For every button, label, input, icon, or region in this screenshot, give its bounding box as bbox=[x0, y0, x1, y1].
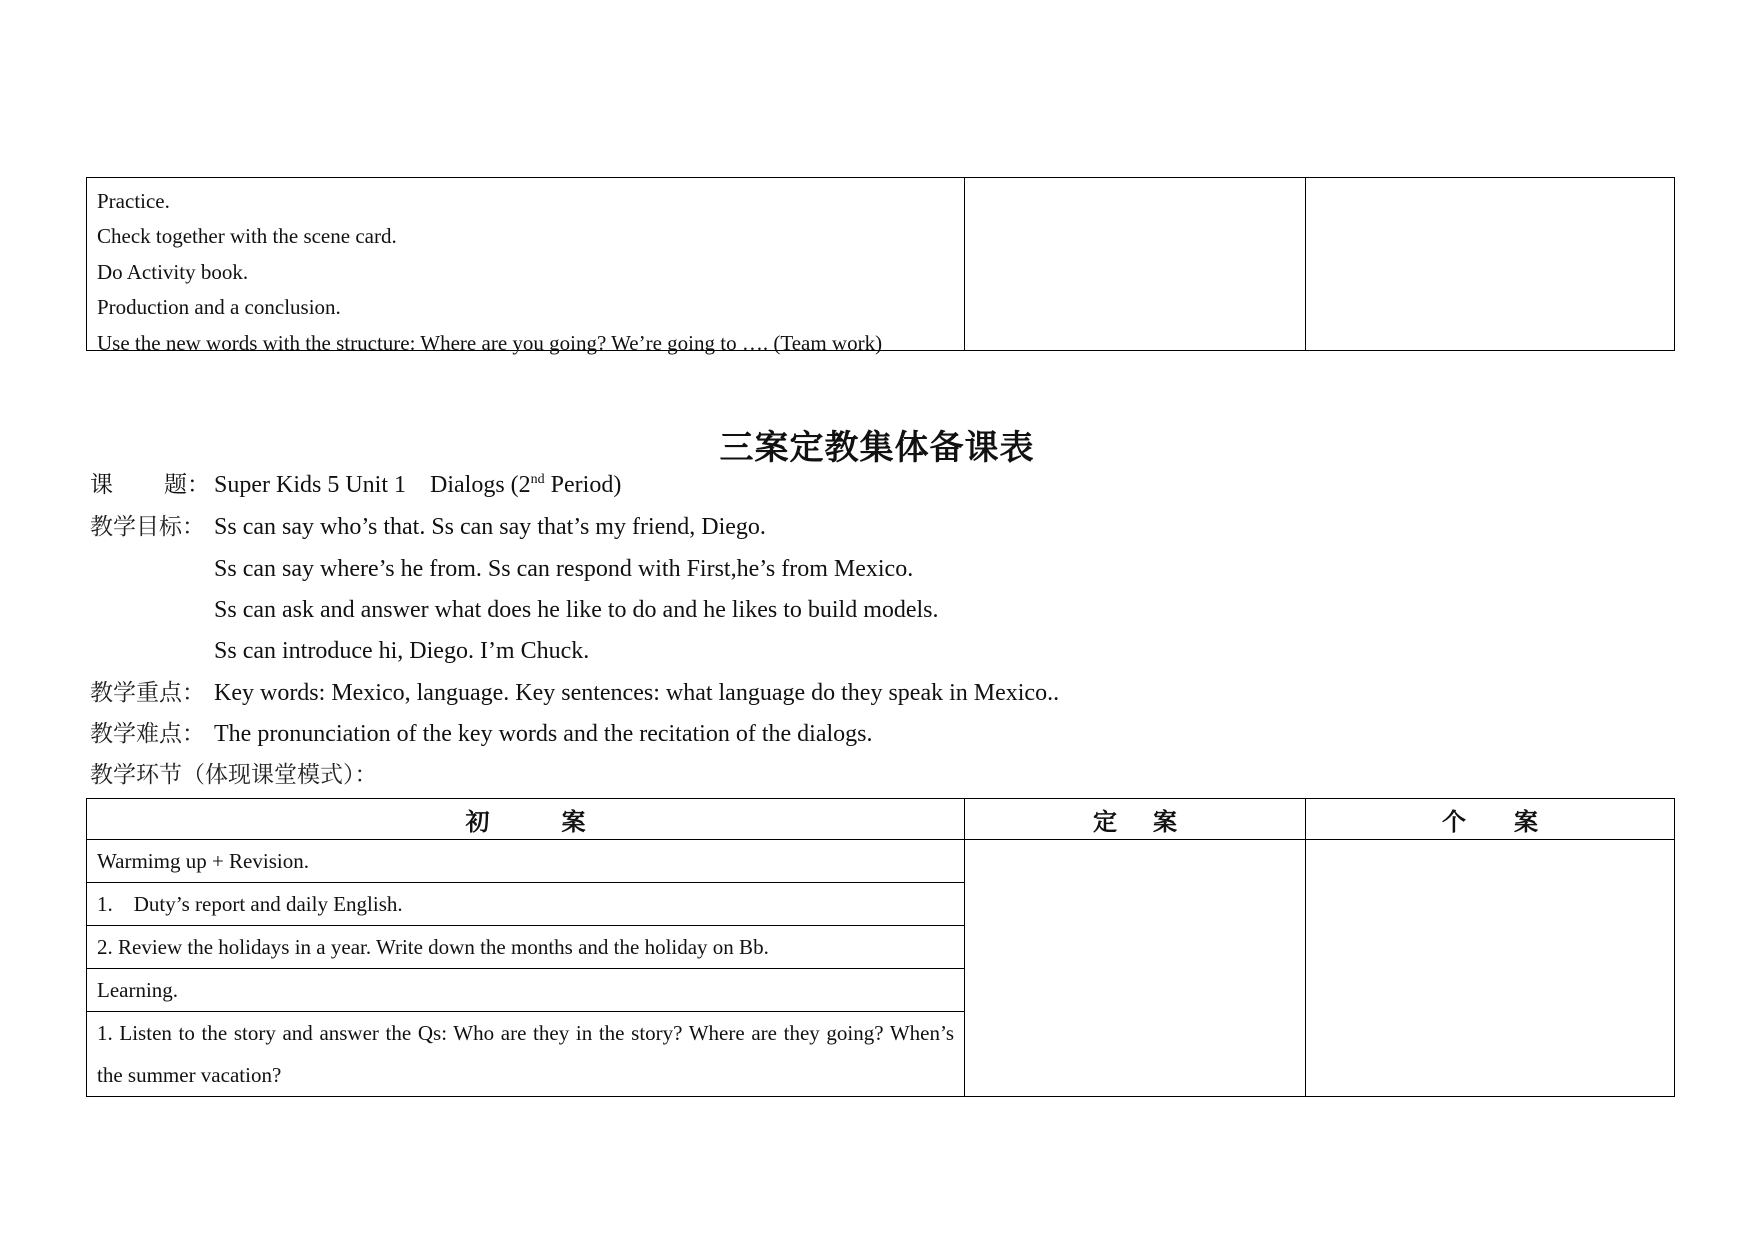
top-line-check: Check together with the scene card. bbox=[97, 224, 397, 249]
topic-value bbox=[214, 465, 621, 505]
topic-value-superscript: nd bbox=[530, 472, 545, 487]
header-individual bbox=[1306, 799, 1675, 840]
topic-value-main: Super Kids 5 Unit 1 Dialogs (2 bbox=[214, 472, 531, 498]
steps-label: 教学环节（体现课堂模式）： bbox=[90, 762, 378, 788]
top-line-practice: Practice. bbox=[97, 189, 170, 213]
top-final-draft-cell bbox=[965, 178, 1306, 351]
table-row bbox=[87, 840, 1675, 883]
topic-value-period: Period) bbox=[544, 472, 622, 498]
header-first-draft-b: 案 bbox=[561, 807, 586, 836]
steps-row bbox=[90, 755, 378, 795]
lesson-plan-table bbox=[86, 798, 1675, 1097]
final-draft-column-cell bbox=[965, 840, 1306, 1097]
goals-row bbox=[90, 507, 766, 547]
row-learning: Learning. bbox=[87, 969, 965, 1012]
top-individual-cell bbox=[1306, 178, 1675, 351]
row-warming-up: Warmimg up + Revision. bbox=[87, 840, 965, 883]
top-line-activity: Do Activity book. bbox=[97, 259, 249, 284]
row-review-holidays: 2. Review the holidays in a year. Write down the months and the holiday on Bb. bbox=[87, 926, 965, 969]
page-title: 三案定教集体备课表 bbox=[719, 428, 1035, 468]
topic-label bbox=[90, 465, 214, 505]
header-individual-a: 个 bbox=[1442, 807, 1466, 836]
difficulties-label: 教学难点： bbox=[90, 721, 205, 747]
key-points-label: 教学重点： bbox=[90, 680, 205, 706]
header-final-draft bbox=[965, 799, 1306, 840]
header-first-draft bbox=[87, 799, 965, 840]
top-line-production: Production and a conclusion. bbox=[97, 295, 341, 320]
row-listen-story: 1. Listen to the story and answer the Qs: Who are they in the story? Where are they going? When’s the summer vacation? bbox=[87, 1012, 965, 1097]
table-header-row bbox=[87, 799, 1675, 840]
top-line-use-words: Use the new words with the structure: Where are you going? We’re going to …. (Team work) bbox=[97, 330, 883, 355]
goals-label: 教学目标： bbox=[90, 514, 205, 540]
key-points-value: Key words: Mexico, language. Key sentences: what language do they speak in Mexico.. bbox=[214, 680, 1060, 706]
topic-label-b: 题： bbox=[164, 472, 210, 498]
header-final-draft-b: 案 bbox=[1153, 807, 1177, 836]
individual-column-cell bbox=[1306, 840, 1675, 1097]
topic-label-a: 课 bbox=[90, 472, 113, 498]
goal-line-2: Ss can say where’s he from. Ss can respond with First,he’s from Mexico. bbox=[214, 556, 914, 582]
header-first-draft-a: 初 bbox=[465, 807, 490, 836]
top-lesson-table bbox=[86, 177, 1675, 355]
topic-row bbox=[90, 465, 621, 505]
top-first-draft-cell bbox=[87, 178, 965, 355]
header-final-draft-a: 定 bbox=[1093, 807, 1117, 836]
row-duty-report: 1. Duty’s report and daily English. bbox=[87, 883, 965, 926]
difficulties-row bbox=[90, 714, 872, 754]
goal-line-1: Ss can say who’s that. Ss can say that’s my friend, Diego. bbox=[214, 514, 766, 540]
goal-line-4: Ss can introduce hi, Diego. I’m Chuck. bbox=[214, 638, 590, 664]
key-points-row bbox=[90, 673, 1059, 713]
difficulties-value: The pronunciation of the key words and the recitation of the dialogs. bbox=[214, 721, 873, 747]
header-individual-b: 案 bbox=[1514, 807, 1538, 836]
goal-line-3: Ss can ask and answer what does he like to do and he likes to build models. bbox=[214, 597, 939, 623]
